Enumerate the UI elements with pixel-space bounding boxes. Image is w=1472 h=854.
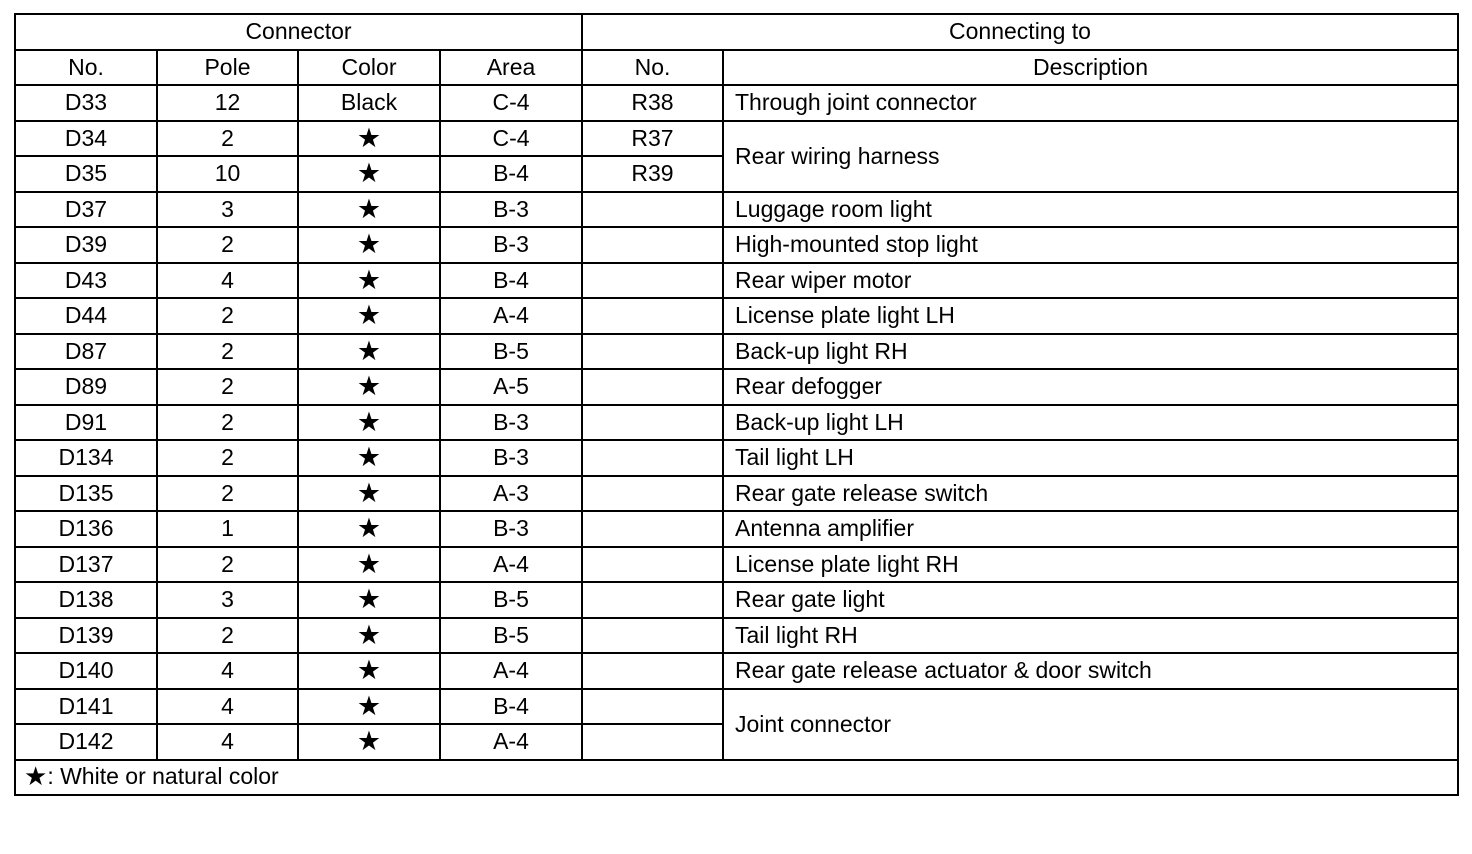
table-row <box>15 85 1458 121</box>
cell-connecting-no: R37 <box>582 121 723 157</box>
cell-description: Antenna amplifier <box>723 511 1458 547</box>
cell-color <box>298 653 440 689</box>
cell-pole: 2 <box>157 440 298 476</box>
cell-description: Luggage room light <box>723 192 1458 228</box>
star-icon: ★ <box>356 193 382 225</box>
cell-no: D140 <box>15 653 157 689</box>
col-header-connecting-no: No. <box>582 50 723 86</box>
cell-connecting-no: R38 <box>582 85 723 121</box>
cell-color <box>298 724 440 760</box>
cell-connecting-no <box>582 440 723 476</box>
cell-color <box>298 227 440 263</box>
cell-color <box>298 263 440 299</box>
cell-connecting-no <box>582 724 723 760</box>
cell-color <box>298 156 440 192</box>
star-icon: ★ <box>356 726 382 758</box>
cell-no: D89 <box>15 369 157 405</box>
cell-color <box>298 192 440 228</box>
cell-area: B-3 <box>440 227 582 263</box>
cell-no: D134 <box>15 440 157 476</box>
connector-group-header: Connector <box>15 14 582 50</box>
cell-area: A-4 <box>440 724 582 760</box>
star-icon: ★ <box>356 371 382 403</box>
star-icon: ★ <box>356 513 382 545</box>
cell-connecting-no <box>582 689 723 725</box>
table-row <box>15 653 1458 689</box>
star-icon: ★ <box>24 762 48 793</box>
cell-area: A-4 <box>440 547 582 583</box>
cell-no: D141 <box>15 689 157 725</box>
table-row <box>15 618 1458 654</box>
table-row <box>15 547 1458 583</box>
cell-color <box>298 511 440 547</box>
table-row <box>15 263 1458 299</box>
cell-color <box>298 405 440 441</box>
cell-description: License plate light RH <box>723 547 1458 583</box>
cell-pole: 4 <box>157 689 298 725</box>
col-header-no: No. <box>15 50 157 86</box>
cell-area: B-3 <box>440 440 582 476</box>
cell-pole: 2 <box>157 298 298 334</box>
cell-description: Rear defogger <box>723 369 1458 405</box>
table-row <box>15 298 1458 334</box>
cell-area: B-4 <box>440 156 582 192</box>
cell-no: D35 <box>15 156 157 192</box>
cell-connecting-no <box>582 263 723 299</box>
star-icon: ★ <box>356 335 382 367</box>
cell-color <box>298 547 440 583</box>
cell-connecting-no <box>582 192 723 228</box>
cell-pole: 2 <box>157 334 298 370</box>
table-row <box>15 582 1458 618</box>
table-row <box>15 334 1458 370</box>
cell-description: Rear gate release switch <box>723 476 1458 512</box>
table-row <box>15 227 1458 263</box>
table-row <box>15 511 1458 547</box>
legend-text: : White or natural color <box>47 763 279 790</box>
col-header-pole: Pole <box>157 50 298 86</box>
cell-pole: 2 <box>157 369 298 405</box>
cell-connecting-no <box>582 476 723 512</box>
cell-area: C-4 <box>440 85 582 121</box>
table-row <box>15 689 1458 725</box>
cell-pole: 10 <box>157 156 298 192</box>
cell-area: A-4 <box>440 653 582 689</box>
star-icon: ★ <box>356 584 382 616</box>
cell-color <box>298 582 440 618</box>
star-icon: ★ <box>356 442 382 474</box>
star-icon: ★ <box>356 619 382 651</box>
star-icon: ★ <box>356 122 382 154</box>
cell-area: A-3 <box>440 476 582 512</box>
cell-color <box>298 369 440 405</box>
cell-no: D91 <box>15 405 157 441</box>
cell-area: B-3 <box>440 192 582 228</box>
table-row <box>15 440 1458 476</box>
cell-color <box>298 334 440 370</box>
cell-area: B-5 <box>440 334 582 370</box>
cell-connecting-no <box>582 653 723 689</box>
cell-description: Through joint connector <box>723 85 1458 121</box>
cell-color <box>298 476 440 512</box>
cell-no: D37 <box>15 192 157 228</box>
column-header-row <box>15 50 1458 86</box>
cell-connecting-no <box>582 511 723 547</box>
table-row <box>15 121 1458 157</box>
cell-pole: 4 <box>157 263 298 299</box>
table-row <box>15 192 1458 228</box>
table-row <box>15 405 1458 441</box>
cell-no: D138 <box>15 582 157 618</box>
star-icon: ★ <box>356 264 382 296</box>
cell-color <box>298 121 440 157</box>
cell-no: D136 <box>15 511 157 547</box>
cell-connecting-no <box>582 369 723 405</box>
cell-area: A-5 <box>440 369 582 405</box>
col-header-description: Description <box>723 50 1458 86</box>
legend-row <box>15 760 1458 796</box>
cell-no: D142 <box>15 724 157 760</box>
col-header-color: Color <box>298 50 440 86</box>
cell-connecting-no: R39 <box>582 156 723 192</box>
cell-no: D135 <box>15 476 157 512</box>
cell-description: License plate light LH <box>723 298 1458 334</box>
cell-description: High-mounted stop light <box>723 227 1458 263</box>
cell-area: B-3 <box>440 511 582 547</box>
cell-area: B-4 <box>440 263 582 299</box>
star-icon: ★ <box>356 655 382 687</box>
cell-no: D87 <box>15 334 157 370</box>
connector-table <box>14 13 1459 796</box>
col-header-area: Area <box>440 50 582 86</box>
cell-connecting-no <box>582 298 723 334</box>
legend <box>15 760 1458 796</box>
cell-area: B-5 <box>440 582 582 618</box>
cell-area: B-5 <box>440 618 582 654</box>
star-icon: ★ <box>356 406 382 438</box>
cell-no: D137 <box>15 547 157 583</box>
cell-description: Tail light LH <box>723 440 1458 476</box>
cell-description: Tail light RH <box>723 618 1458 654</box>
star-icon: ★ <box>356 300 382 332</box>
cell-area: B-4 <box>440 689 582 725</box>
cell-connecting-no <box>582 582 723 618</box>
cell-description: Rear wiper motor <box>723 263 1458 299</box>
cell-no: D44 <box>15 298 157 334</box>
cell-pole: 4 <box>157 653 298 689</box>
cell-connecting-no <box>582 334 723 370</box>
cell-no: D39 <box>15 227 157 263</box>
cell-connecting-no <box>582 405 723 441</box>
cell-connecting-no <box>582 547 723 583</box>
cell-no: D34 <box>15 121 157 157</box>
cell-connecting-no <box>582 227 723 263</box>
cell-pole: 2 <box>157 547 298 583</box>
cell-pole: 2 <box>157 476 298 512</box>
cell-description: Back-up light LH <box>723 405 1458 441</box>
cell-area: B-3 <box>440 405 582 441</box>
connecting-to-group-header: Connecting to <box>582 14 1458 50</box>
cell-color <box>298 440 440 476</box>
cell-color <box>298 298 440 334</box>
table-row <box>15 476 1458 512</box>
cell-no: D139 <box>15 618 157 654</box>
cell-connecting-no <box>582 618 723 654</box>
group-header-row <box>15 14 1458 50</box>
star-icon: ★ <box>356 229 382 261</box>
cell-area: C-4 <box>440 121 582 157</box>
cell-description: Back-up light RH <box>723 334 1458 370</box>
cell-area: A-4 <box>440 298 582 334</box>
cell-color <box>298 689 440 725</box>
cell-no: D43 <box>15 263 157 299</box>
cell-pole: 2 <box>157 121 298 157</box>
star-icon: ★ <box>356 690 382 722</box>
cell-pole: 3 <box>157 582 298 618</box>
star-icon: ★ <box>356 158 382 190</box>
cell-pole: 1 <box>157 511 298 547</box>
star-icon: ★ <box>356 548 382 580</box>
cell-pole: 3 <box>157 192 298 228</box>
cell-pole: 2 <box>157 227 298 263</box>
cell-pole: 2 <box>157 618 298 654</box>
cell-no: D33 <box>15 85 157 121</box>
star-icon: ★ <box>356 477 382 509</box>
cell-description: Rear wiring harness <box>723 121 1458 192</box>
cell-pole: 4 <box>157 724 298 760</box>
cell-pole: 12 <box>157 85 298 121</box>
cell-description: Rear gate light <box>723 582 1458 618</box>
cell-color: Black <box>298 85 440 121</box>
cell-description: Joint connector <box>723 689 1458 760</box>
cell-pole: 2 <box>157 405 298 441</box>
cell-color <box>298 618 440 654</box>
cell-description: Rear gate release actuator & door switch <box>723 653 1458 689</box>
table-row <box>15 369 1458 405</box>
